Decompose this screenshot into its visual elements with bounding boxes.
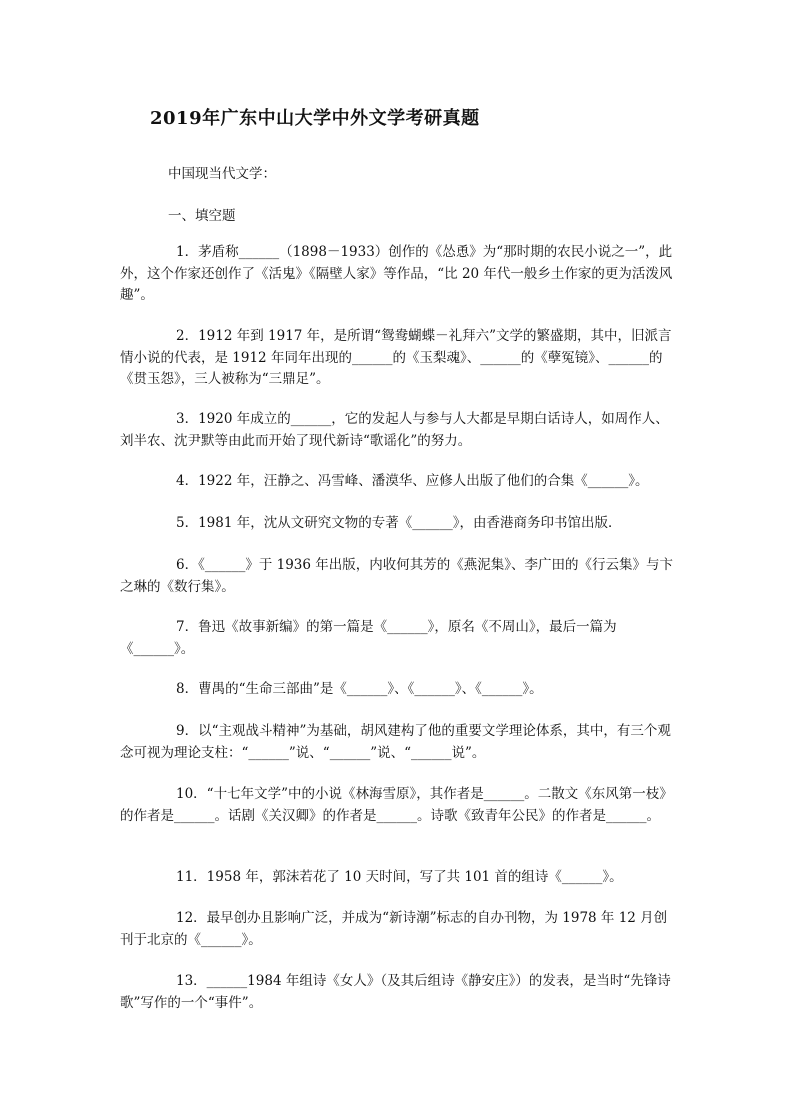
question-5: 5．1981 年，沈从文研究文物的专著《______》，由香港商务印书馆出版．	[176, 515, 622, 531]
section-heading: 中国现当代文学：	[168, 166, 276, 182]
question-12: 12．最早创办且影响广泛，并成为“新诗潮”标志的自办刊物，为 1978 年 12 月创刊于北京的《______》。	[120, 910, 668, 948]
question-7: 7．鲁迅《故事新编》的第一篇是《______》，原名《不周山》，最后一篇为《______》。	[120, 619, 617, 657]
part-heading: 一、填空题	[168, 208, 236, 224]
question-1: 1．茅盾称______（1898－1933）创作的《怂恿》为“那时期的农民小说之一”，此外，这个作家还创作了《活鬼》《隔壁人家》等作品，“比 20 年代一般乡土作家的更为活泼风趣”。	[120, 244, 673, 303]
question-2: 2．1912 年到 1917 年，是所谓“鸳鸯蝴蝶－礼拜六”文学的繁盛期，其中，旧派言情小说的代表，是 1912 年同年出现的______的《玉梨魂》、______的《孽冤镜》、______的《贯玉怨》，三人被称为“三鼎足”。	[120, 328, 672, 387]
question-3: 3．1920 年成立的______，它的发起人与参与人大都是早期白话诗人，如周作人、刘半农、沈尹默等由此而开始了现代新诗“歌谣化”的努力。	[120, 411, 669, 449]
question-11: 11．1958 年，郭沫若花了 10 天时间，写了共 101 首的组诗《______》。	[176, 869, 623, 885]
question-6: 6．《______》于 1936 年出版，内收何其芳的《燕泥集》、李广田的《行云集》与卞之琳的《数行集》。	[120, 557, 674, 595]
question-10: 10．“十七年文学”中的小说《林海雪原》，其作者是______。二散文《东风第一枝》的作者是______。话剧《关汉卿》的作者是______。诗歌《致青年公民》的作者是______。	[120, 786, 673, 824]
question-13: 13．______1984 年组诗《女人》（及其后组诗《静安庄》）的发表，是当时“先锋诗歌”写作的一个“事件”。	[120, 973, 671, 1011]
document-title: 2019年广东中山大学中外文学考研真题	[150, 108, 480, 129]
question-8: 8．曹禺的“生命三部曲”是《______》、《______》、《______》。	[176, 681, 543, 697]
question-9: 9．以“主观战斗精神”为基础，胡风建构了他的重要文学理论体系，其中，有三个观念可视为理论支柱：“______”说、“______”说、“______说”。	[120, 723, 671, 761]
question-4: 4．1922 年，汪静之、冯雪峰、潘漠华、应修人出版了他们的合集《______》。	[176, 473, 649, 489]
